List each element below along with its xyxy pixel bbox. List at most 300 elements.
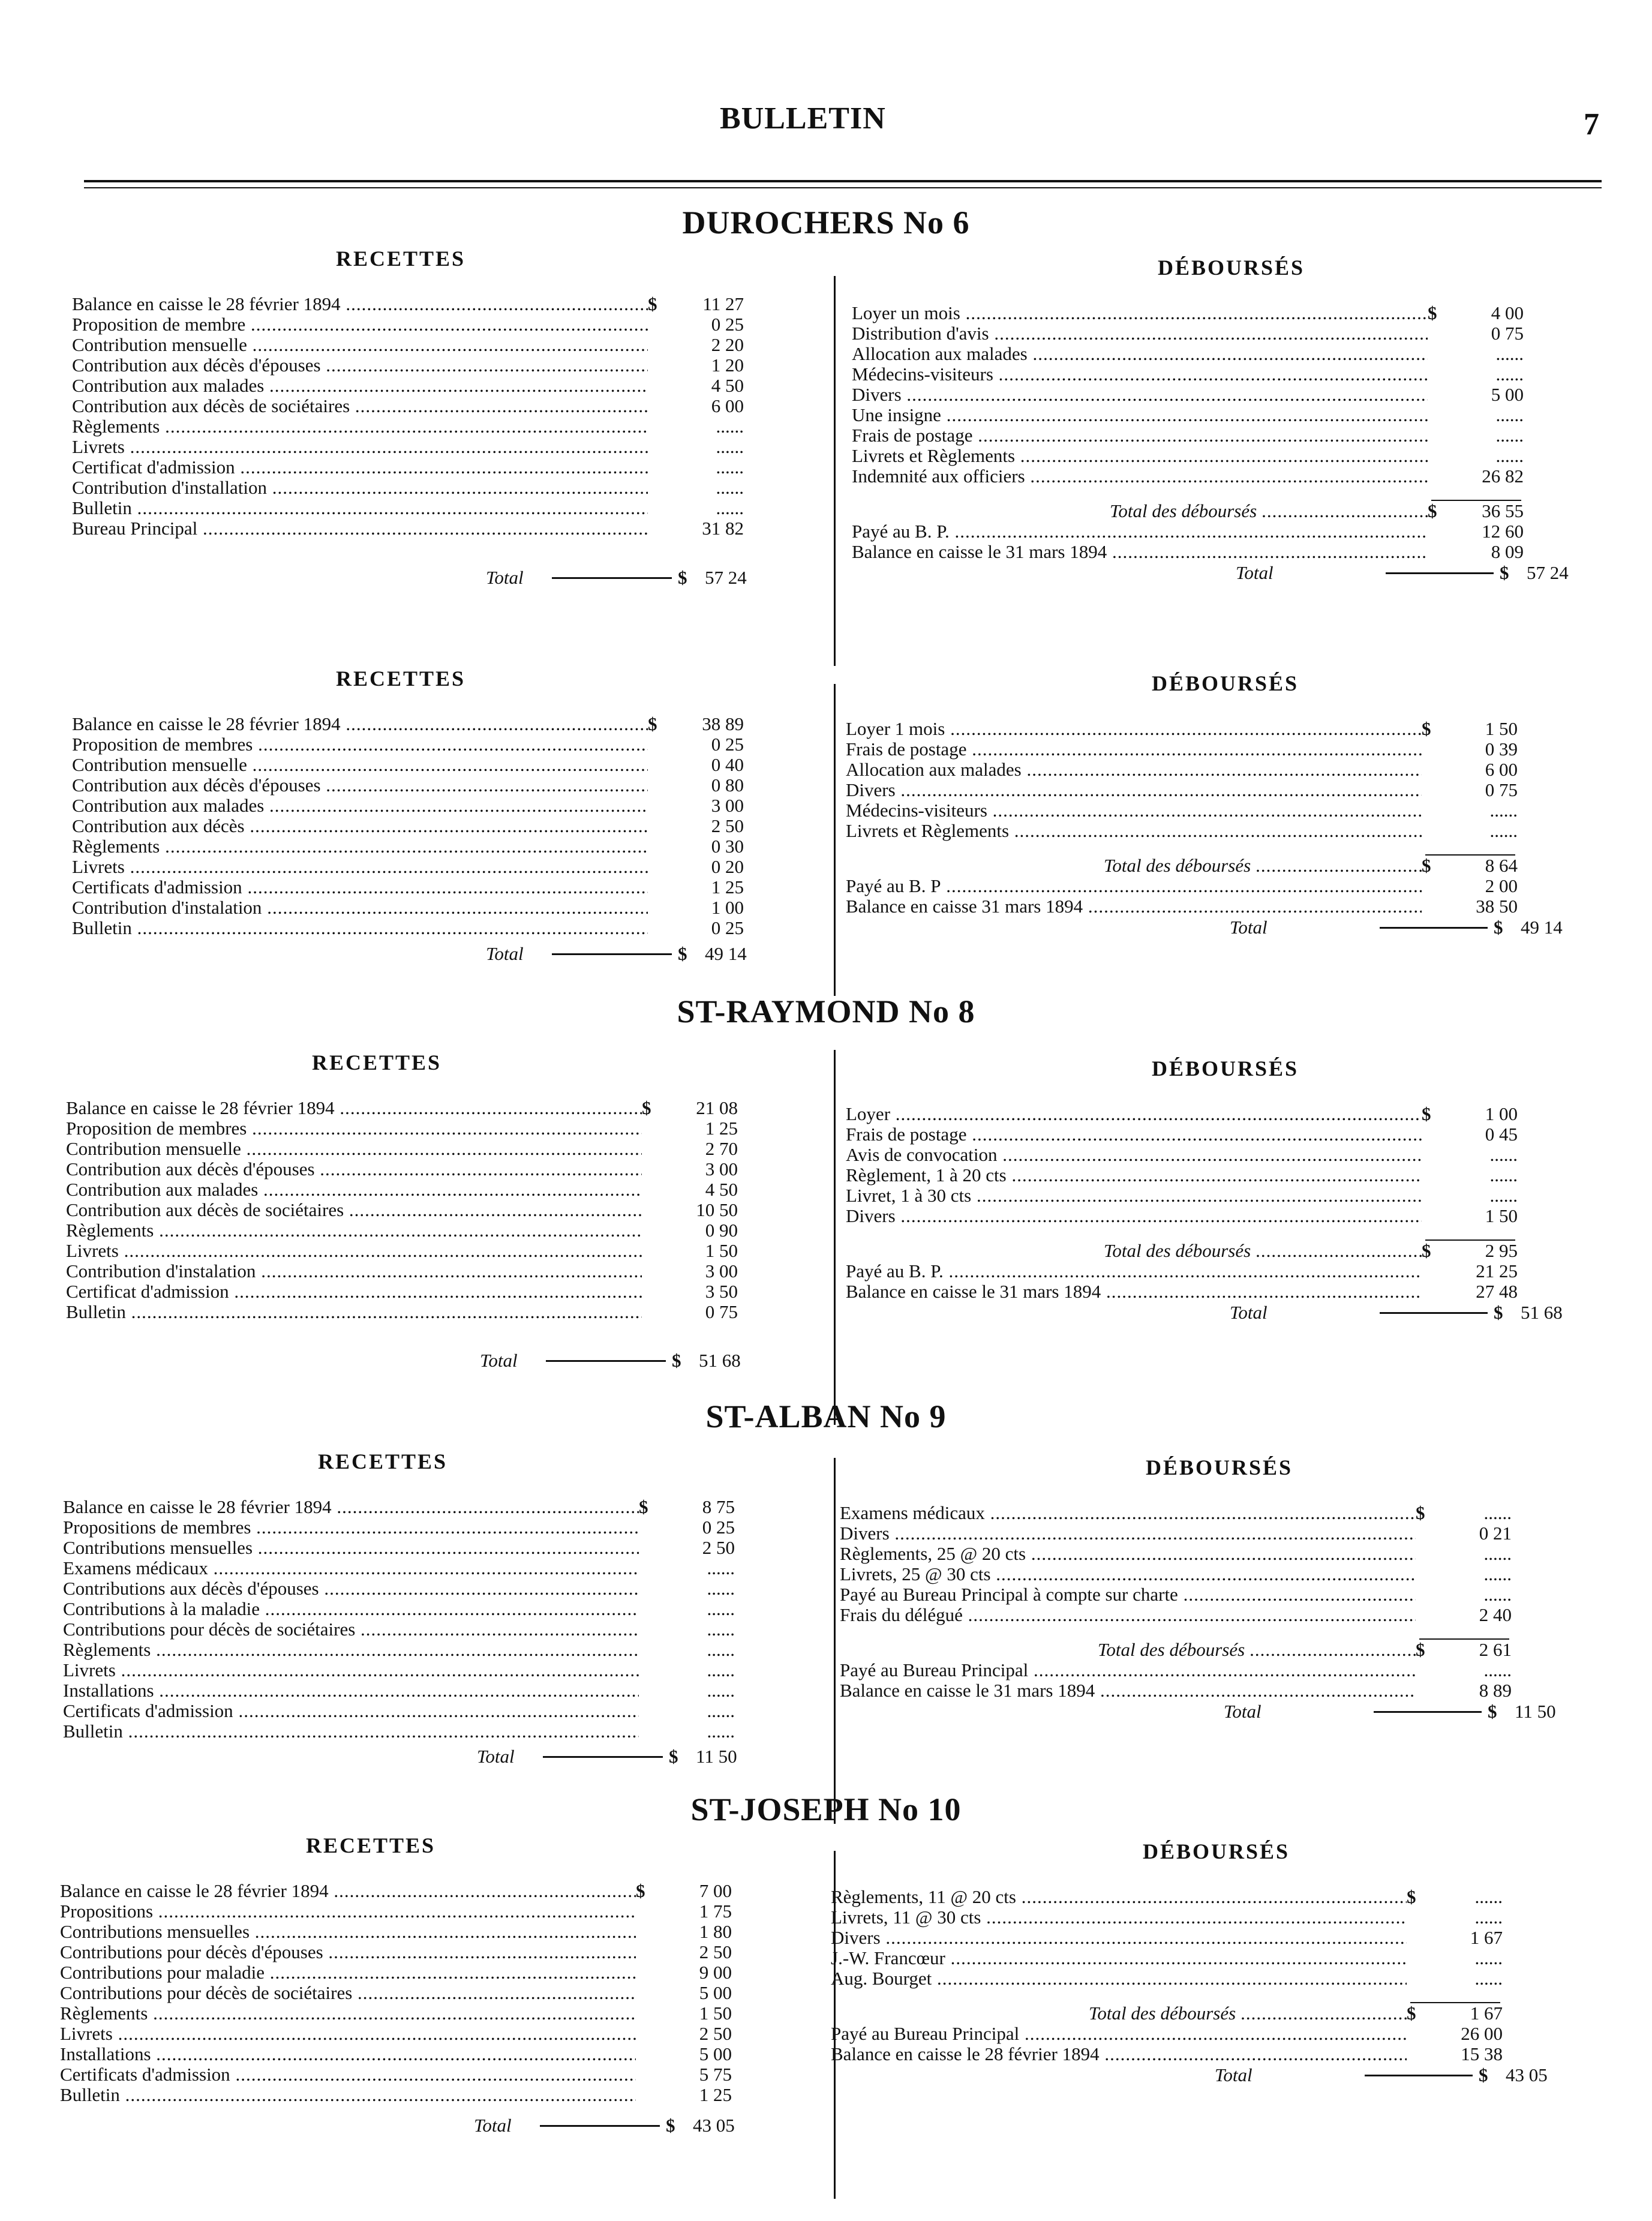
debourses-ledger	[846, 1104, 1524, 1302]
dollar-sign: $	[1416, 1640, 1431, 1660]
total-rule	[552, 953, 672, 955]
total-dollar: $	[1479, 2064, 1488, 2085]
ledger-row	[60, 1881, 738, 1901]
row-amount: 10 50	[657, 1200, 738, 1220]
dollar-sign: $	[1422, 1241, 1437, 1261]
ledger-row	[831, 1948, 1509, 1968]
row-label: Balance en caisse le 28 février 1894 .....	[831, 2044, 1407, 2064]
ledger-row	[63, 1517, 741, 1538]
row-label: Contribution aux décès d'épouses .....	[72, 355, 648, 376]
row-amount: 1 67	[1422, 1928, 1503, 1948]
ledger-row	[66, 1281, 744, 1302]
row-amount: 0 80	[663, 775, 744, 796]
ledger-section	[0, 993, 1652, 1413]
row-amount: 2 50	[663, 816, 744, 836]
row-amount: ......	[1422, 1907, 1503, 1928]
row-label: Règlements .....	[66, 1220, 642, 1241]
total-dollar: $	[666, 2115, 675, 2136]
row-amount: 0 90	[657, 1220, 738, 1241]
row-label: Propositions .....	[60, 1901, 636, 1922]
total-rule	[540, 2125, 660, 2127]
total-dollar: $	[672, 1350, 681, 1371]
row-amount: 6 00	[1437, 760, 1518, 780]
row-label: Proposition de membres .....	[66, 1118, 642, 1139]
ledger-row	[60, 1922, 738, 1942]
subtotal-label: Total des déboursés .....	[1089, 2003, 1407, 2024]
ledger-row	[846, 1261, 1524, 1281]
debourses-total	[1230, 917, 1652, 937]
recettes-heading: RECETTES	[336, 667, 466, 691]
row-amount: ......	[654, 1619, 735, 1640]
ledger-row	[66, 1200, 744, 1220]
ledger-row	[840, 1605, 1518, 1625]
row-amount: 0 75	[1443, 323, 1524, 344]
row-amount: ......	[1437, 821, 1518, 841]
row-label: Règlements .....	[72, 836, 648, 857]
recettes-ledger	[66, 1098, 744, 1322]
ledger-row	[63, 1680, 741, 1701]
total-label: Total	[1230, 1302, 1267, 1323]
row-amount: 3 50	[657, 1281, 738, 1302]
recettes-total	[486, 567, 1326, 587]
ledger-row	[72, 755, 750, 775]
ledger-row	[72, 775, 750, 796]
total-dollar: $	[1494, 1302, 1503, 1323]
row-label: Livrets .....	[63, 1660, 639, 1680]
row-amount: 5 75	[651, 2064, 732, 2085]
row-amount: 1 25	[657, 1118, 738, 1139]
ledger-row	[72, 376, 750, 396]
subtotal-row	[846, 856, 1524, 876]
spacer	[840, 1625, 1518, 1638]
dollar-sign: $	[1428, 501, 1443, 521]
recettes-heading: RECETTES	[306, 1833, 436, 1857]
row-label: Divers .....	[852, 385, 1428, 405]
row-amount: 2 50	[654, 1538, 735, 1558]
dollar-sign: $	[1407, 1887, 1422, 1907]
row-label: Installations .....	[60, 2044, 636, 2064]
ledger-row	[66, 1302, 744, 1322]
row-amount: ......	[1443, 425, 1524, 446]
row-amount: ......	[1422, 1948, 1503, 1968]
debourses-total	[1236, 562, 1652, 583]
row-amount: 15 38	[1422, 2044, 1503, 2064]
row-amount: 1 80	[651, 1922, 732, 1942]
row-label: Certificats d'admission .....	[72, 877, 648, 898]
row-amount: ......	[1422, 1968, 1503, 1989]
debourses-total	[1215, 2064, 1652, 2085]
row-label: Balance en caisse le 31 mars 1894 .....	[846, 1281, 1422, 1302]
ledger-row	[846, 739, 1524, 760]
row-label: Contributions à la maladie .....	[63, 1599, 639, 1619]
row-label: Certificats d'admission .....	[63, 1701, 639, 1721]
row-label: Contribution d'instalation .....	[72, 898, 648, 918]
ledger-row	[831, 1887, 1509, 1907]
row-label: Balance en caisse le 28 février 1894 .....	[63, 1497, 639, 1517]
row-amount: ......	[654, 1660, 735, 1680]
row-amount: 2 40	[1431, 1605, 1512, 1625]
row-label: Frais du délégué .....	[840, 1605, 1416, 1625]
row-label: Proposition de membre .....	[72, 314, 648, 335]
ledger-row	[72, 734, 750, 755]
recettes-ledger	[72, 294, 750, 539]
ledger-row	[846, 1281, 1524, 1302]
row-label: Payé au B. P. .....	[852, 521, 1428, 542]
recettes-ledger	[72, 714, 750, 938]
row-amount: ......	[1437, 800, 1518, 821]
ledger-row	[846, 719, 1524, 739]
row-amount: 26 82	[1443, 466, 1524, 487]
total-label: Total	[1236, 562, 1273, 583]
row-label: Frais de postage .....	[852, 425, 1428, 446]
ledger-row	[72, 498, 750, 518]
recettes-heading: RECETTES	[318, 1449, 448, 1473]
total-amount: 11 50	[696, 1746, 737, 1767]
total-amount: 11 50	[1515, 1701, 1556, 1722]
ledger-row	[846, 1145, 1524, 1165]
row-amount: 8 09	[1443, 542, 1524, 562]
ledger-row	[852, 364, 1530, 385]
ledger-row	[66, 1098, 744, 1118]
row-label: Livrets .....	[66, 1241, 642, 1261]
row-label: Contribution d'instalation .....	[66, 1261, 642, 1281]
row-amount: 4 00	[1443, 303, 1524, 323]
row-amount: 3 00	[657, 1261, 738, 1281]
row-label: Balance en caisse le 28 février 1894 .....	[72, 714, 648, 734]
row-label: Distribution d'avis .....	[852, 323, 1428, 344]
total-label: Total	[1224, 1701, 1261, 1722]
subtotal-amount: 2 95	[1437, 1241, 1518, 1261]
row-amount: 0 40	[663, 755, 744, 775]
total-label: Total	[1215, 2064, 1252, 2085]
dollar-sign: $	[1416, 1503, 1431, 1523]
row-label: Divers .....	[840, 1523, 1416, 1544]
row-amount: 27 48	[1437, 1281, 1518, 1302]
ledger-row	[846, 1104, 1524, 1124]
row-amount: 38 50	[1437, 896, 1518, 917]
ledger-row	[846, 760, 1524, 780]
row-label: Bulletin .....	[63, 1721, 639, 1742]
debourses-total	[1230, 1302, 1652, 1322]
ledger-row	[60, 1901, 738, 1922]
section-title: ST-RAYMOND No 8	[677, 994, 975, 1030]
row-amount: 21 25	[1437, 1261, 1518, 1281]
row-amount: ......	[654, 1640, 735, 1660]
total-dollar: $	[1488, 1701, 1497, 1722]
row-amount: ......	[1431, 1503, 1512, 1523]
debourses-ledger	[831, 1887, 1509, 2064]
total-dollar: $	[1500, 562, 1509, 583]
subtotal-label: Total des déboursés .....	[1104, 856, 1422, 876]
total-label: Total	[486, 567, 524, 588]
row-amount: 3 00	[663, 796, 744, 816]
row-label: Contribution mensuelle .....	[72, 335, 648, 355]
total-label: Total	[474, 2115, 512, 2136]
row-amount: 1 25	[651, 2085, 732, 2105]
row-label: Règlement, 1 à 20 cts .....	[846, 1165, 1422, 1185]
row-amount: ......	[1443, 344, 1524, 364]
row-label: Examens médicaux .....	[840, 1503, 1416, 1523]
ledger-row	[840, 1564, 1518, 1584]
row-label: Contribution aux malades .....	[66, 1179, 642, 1200]
row-amount: 2 70	[657, 1139, 738, 1159]
row-amount: 1 50	[1437, 719, 1518, 739]
ledger-row	[63, 1640, 741, 1660]
row-label: Livrets, 25 @ 30 cts .....	[840, 1564, 1416, 1584]
row-amount: 0 39	[1437, 739, 1518, 760]
debourses-heading: DÉBOURSÉS	[1158, 256, 1305, 280]
ledger-row	[831, 2024, 1509, 2044]
row-label: Règlements .....	[72, 416, 648, 437]
recettes-total	[486, 943, 1326, 964]
row-amount: ......	[1431, 1564, 1512, 1584]
ledger-row	[852, 446, 1530, 466]
debourses-ledger	[852, 303, 1530, 562]
dollar-sign: $	[636, 1881, 651, 1901]
spacer	[846, 1226, 1524, 1239]
total-rule	[1374, 1711, 1482, 1713]
ledger-row	[66, 1241, 744, 1261]
row-label: Médecins-visiteurs .....	[852, 364, 1428, 385]
row-amount: ......	[663, 416, 744, 437]
row-label: Balance en caisse 31 mars 1894 .....	[846, 896, 1422, 917]
row-amount: 5 00	[651, 1983, 732, 2003]
ledger-row	[63, 1497, 741, 1517]
total-label: Total	[1230, 917, 1267, 938]
dollar-sign: $	[648, 714, 663, 734]
ledger-row	[831, 1907, 1509, 1928]
row-label: Avis de convocation .....	[846, 1145, 1422, 1165]
ledger-row	[60, 2003, 738, 2024]
row-label: Contribution aux malades .....	[72, 796, 648, 816]
row-label: Contribution aux décès de sociétaires .....	[72, 396, 648, 416]
row-label: Contributions mensuelles .....	[63, 1538, 639, 1558]
row-label: Bulletin .....	[72, 498, 648, 518]
row-amount: 1 20	[663, 355, 744, 376]
subtotal-row	[840, 1640, 1518, 1660]
row-label: Balance en caisse le 31 mars 1894 .....	[840, 1680, 1416, 1701]
section-title: ST-ALBAN No 9	[705, 1398, 947, 1434]
ledger-row	[840, 1584, 1518, 1605]
ledger-row	[63, 1660, 741, 1680]
row-label: Payé au Bureau Principal à compte sur charte .....	[840, 1584, 1416, 1605]
row-label: Médecins-visiteurs .....	[846, 800, 1422, 821]
row-amount: 5 00	[651, 2044, 732, 2064]
ledger-section	[0, 1398, 1652, 1818]
row-label: Bureau Principal .....	[72, 518, 648, 539]
total-rule	[543, 1756, 663, 1758]
page-number: 7	[1584, 107, 1599, 142]
row-amount: 7 00	[651, 1881, 732, 1901]
total-dollar: $	[678, 567, 687, 588]
row-label: Frais de postage .....	[846, 1124, 1422, 1145]
ledger-row	[852, 344, 1530, 364]
debourses-heading: DÉBOURSÉS	[1143, 1839, 1290, 1863]
row-amount: 6 00	[663, 396, 744, 416]
row-amount: 0 25	[663, 918, 744, 938]
header-rule	[84, 180, 1602, 182]
subtotal-label: Total des déboursés .....	[1098, 1640, 1416, 1660]
ledger-row	[852, 323, 1530, 344]
spacer	[831, 1989, 1509, 2002]
ledger-row	[72, 918, 750, 938]
subtotal-label: Total des déboursés .....	[1110, 501, 1428, 521]
row-amount: 1 50	[657, 1241, 738, 1261]
total-amount: 51 68	[1521, 1302, 1563, 1323]
row-amount: 0 25	[663, 734, 744, 755]
row-amount: ......	[1431, 1544, 1512, 1564]
ledger-row	[852, 405, 1530, 425]
recettes-total	[480, 1350, 1320, 1370]
total-amount: 43 05	[1506, 2064, 1548, 2085]
ledger-row	[72, 437, 750, 457]
ledger-row	[840, 1680, 1518, 1701]
debourses-heading: DÉBOURSÉS	[1152, 1057, 1299, 1081]
row-amount: ......	[654, 1578, 735, 1599]
ledger-section	[0, 1791, 1652, 2211]
subtotal-amount: 2 61	[1431, 1640, 1512, 1660]
row-amount: ......	[654, 1701, 735, 1721]
row-label: Indemnité aux officiers .....	[852, 466, 1428, 487]
ledger-row	[60, 2064, 738, 2085]
row-label: Contributions pour décès de sociétaires .....	[63, 1619, 639, 1640]
ledger-row	[72, 518, 750, 539]
ledger-row	[846, 1206, 1524, 1226]
row-label: Proposition de membres .....	[72, 734, 648, 755]
row-label: Divers .....	[831, 1928, 1407, 1948]
ledger-row	[72, 355, 750, 376]
dollar-sign: $	[648, 294, 663, 314]
row-label: Examens médicaux .....	[63, 1558, 639, 1578]
ledger-row	[831, 1968, 1509, 1989]
debourses-ledger	[846, 719, 1524, 917]
subtotal-row	[846, 1241, 1524, 1261]
row-amount: 1 75	[651, 1901, 732, 1922]
ledger-section	[0, 204, 1652, 624]
recettes-heading: RECETTES	[336, 247, 466, 271]
row-amount: 4 50	[657, 1179, 738, 1200]
row-amount: 4 50	[663, 376, 744, 396]
ledger-row	[60, 2044, 738, 2064]
ledger-row	[63, 1538, 741, 1558]
row-label: Balance en caisse le 28 février 1894 .....	[72, 294, 648, 314]
row-amount: 9 00	[651, 1962, 732, 1983]
row-label: Installations .....	[63, 1680, 639, 1701]
subtotal-amount: 36 55	[1443, 501, 1524, 521]
ledger-row	[63, 1721, 741, 1742]
ledger-row	[60, 2085, 738, 2105]
row-label: Livrets, 11 @ 30 cts .....	[831, 1907, 1407, 1928]
spacer	[852, 487, 1530, 500]
ledger-row	[72, 816, 750, 836]
total-label: Total	[477, 1746, 515, 1767]
row-amount: 26 00	[1422, 2024, 1503, 2044]
ledger-row	[66, 1139, 744, 1159]
total-rule	[546, 1360, 666, 1362]
row-label: Balance en caisse le 31 mars 1894 .....	[852, 542, 1428, 562]
row-label: Loyer .....	[846, 1104, 1422, 1124]
row-label: Balance en caisse le 28 février 1894 .....	[60, 1881, 636, 1901]
ledger-row	[63, 1599, 741, 1619]
row-amount: 1 00	[663, 898, 744, 918]
total-rule	[1365, 2075, 1473, 2076]
row-label: Contributions pour maladie .....	[60, 1962, 636, 1983]
ledger-row	[72, 294, 750, 314]
row-amount: 5 00	[1443, 385, 1524, 405]
dollar-sign: $	[1422, 719, 1437, 739]
row-amount: ......	[663, 437, 744, 457]
row-label: Certificat d'admission .....	[66, 1281, 642, 1302]
row-amount: 38 89	[663, 714, 744, 734]
row-amount: 0 25	[654, 1517, 735, 1538]
row-label: Livrets .....	[72, 437, 648, 457]
row-label: Contributions aux décès d'épouses .....	[63, 1578, 639, 1599]
ledger-row	[846, 800, 1524, 821]
total-rule	[1380, 1312, 1488, 1314]
total-dollar: $	[669, 1746, 678, 1767]
ledger-row	[72, 796, 750, 816]
row-amount: 0 75	[1437, 780, 1518, 800]
ledger-row	[60, 2024, 738, 2044]
row-label: Règlements .....	[60, 2003, 636, 2024]
row-amount: 0 20	[663, 857, 744, 877]
ledger-row	[66, 1159, 744, 1179]
row-label: Payé au B. P. .....	[846, 1261, 1422, 1281]
row-amount: ......	[1443, 446, 1524, 466]
row-amount: 1 00	[1437, 1104, 1518, 1124]
row-label: Contribution aux décès .....	[72, 816, 648, 836]
ledger-row	[846, 1185, 1524, 1206]
debourses-heading: DÉBOURSÉS	[1146, 1455, 1293, 1479]
row-amount: 3 00	[657, 1159, 738, 1179]
row-label: Une insigne .....	[852, 405, 1428, 425]
row-label: J.-W. Francœur .....	[831, 1948, 1407, 1968]
page-title: BULLETIN	[720, 101, 886, 136]
ledger-row	[831, 2044, 1509, 2064]
row-amount: ......	[654, 1721, 735, 1742]
ledger-row	[852, 542, 1530, 562]
section-title: ST-JOSEPH No 10	[690, 1791, 962, 1827]
row-label: Loyer 1 mois .....	[846, 719, 1422, 739]
row-amount: 0 25	[663, 314, 744, 335]
total-label: Total	[486, 943, 524, 964]
subtotal-row	[831, 2003, 1509, 2024]
row-label: Livrets et Règlements .....	[852, 446, 1428, 466]
total-dollar: $	[678, 943, 687, 964]
total-amount: 57 24	[1527, 562, 1569, 583]
recettes-heading: RECETTES	[312, 1051, 442, 1075]
row-amount: ......	[663, 498, 744, 518]
debourses-total	[1224, 1701, 1652, 1721]
subtotal-row	[852, 501, 1530, 521]
ledger-row	[72, 396, 750, 416]
column-divider	[834, 1458, 836, 1824]
recettes-ledger	[63, 1497, 741, 1742]
row-label: Livrets .....	[60, 2024, 636, 2044]
ledger-row	[846, 896, 1524, 917]
total-label: Total	[480, 1350, 518, 1371]
total-rule	[1380, 927, 1488, 929]
row-amount: 31 82	[663, 518, 744, 539]
ledger-row	[852, 425, 1530, 446]
ledger-row	[840, 1544, 1518, 1564]
ledger-row	[846, 821, 1524, 841]
ledger-row	[63, 1619, 741, 1640]
row-amount: ......	[1431, 1660, 1512, 1680]
row-amount: 0 21	[1431, 1523, 1512, 1544]
section-title: DUROCHERS No 6	[682, 205, 970, 241]
total-dollar: $	[1494, 917, 1503, 938]
